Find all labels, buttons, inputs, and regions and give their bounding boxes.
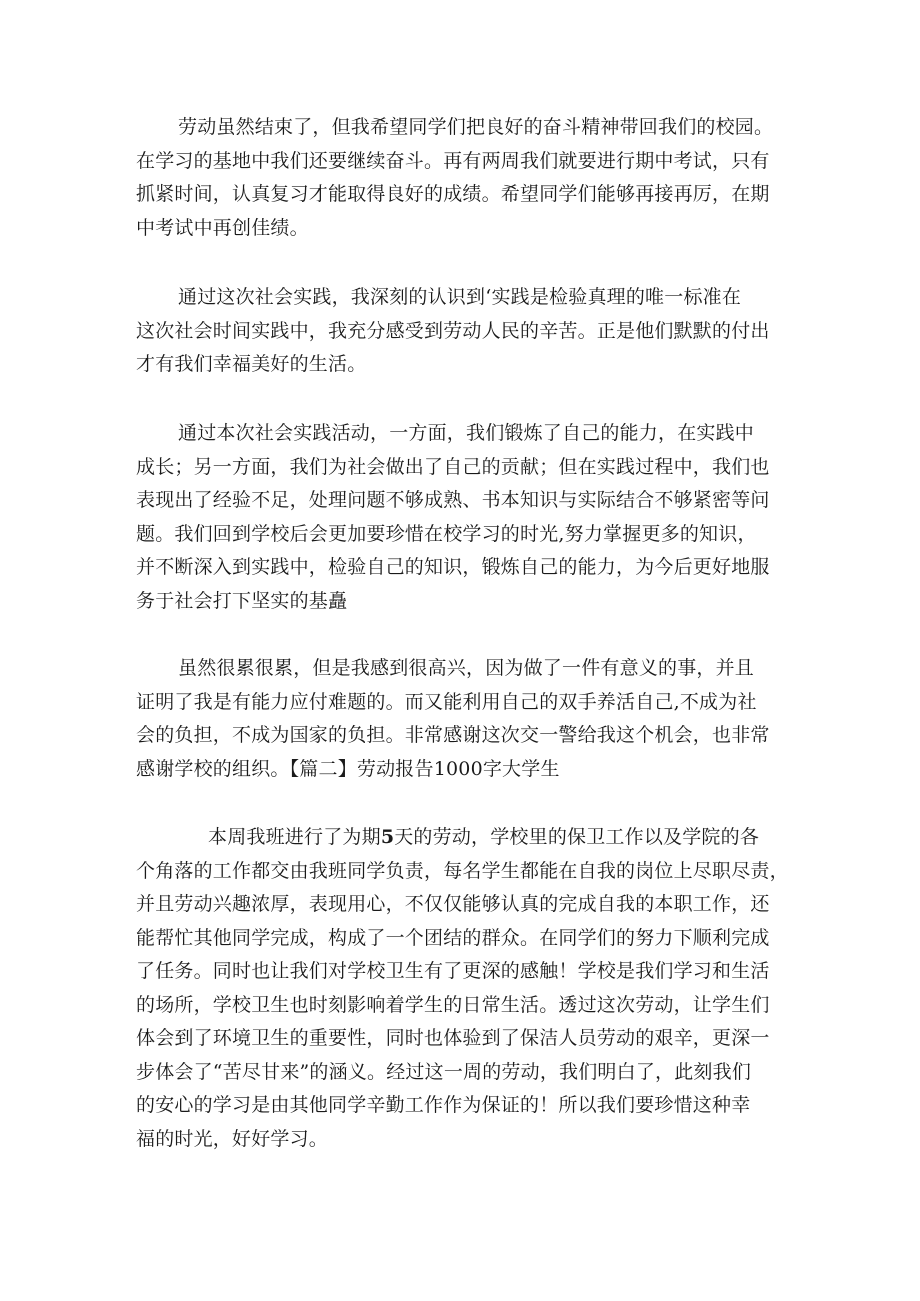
paragraph-5	[136, 821, 796, 1156]
paragraph-2	[136, 281, 796, 382]
paragraph-3	[136, 417, 796, 618]
paragraph-line: 的场所，学校卫生也时刻影响着学生的日常生活。透过这次劳动，让学生们	[136, 993, 770, 1016]
paragraph-text: 本周我班进行了为期	[208, 826, 381, 848]
paragraph-line: 题。我们回到学校后会更加要珍惜在校学习的时光,努力掌握更多的知识，	[136, 522, 757, 545]
paragraph-line: 并且劳动兴趣浓厚，表现用心，不仅仅能够认真的完成自我的本职工作，还	[136, 893, 770, 915]
paragraph-line: 劳动虽然结束了，但我希望同学们把良好的奋斗精神带回我们的校园。	[178, 116, 774, 138]
paragraph-line: 成长；另一方面，我们为社会做出了自己的贡献；但在实践过程中，我们也	[136, 455, 770, 478]
paragraph-1	[136, 111, 796, 245]
paragraph-line: 感谢学校的组织。【篇二】劳动报告1000字大学生	[136, 757, 560, 780]
paragraph-line: 表现出了经验不足，处理问题不够成熟、书本知识与实际结合不够紧密等问	[136, 489, 770, 511]
paragraph-line: 能帮忙其他同学完成，构成了一个团结的群众。在同学们的努力下顺利完成	[136, 926, 770, 949]
paragraph-line: 了任务。同时也让我们对学校卫生有了更深的感触！学校是我们学习和生活	[136, 960, 770, 982]
paragraph-line: 并不断深入到实践中，检验自己的知识，锻炼自己的能力，为今后更好地服	[136, 556, 770, 578]
paragraph-line: 中考试中再创佳绩。	[136, 216, 309, 239]
paragraph-4	[136, 652, 796, 786]
day-count: 5	[380, 826, 395, 848]
paragraph-line: 证明了我是有能力应付难题的。而又能利用自己的双手养活自己,不成为社	[136, 690, 757, 713]
paragraph-line: 虽然很累很累，但是我感到很高兴，因为做了一件有意义的事，并且	[178, 657, 755, 679]
paragraph-line: 务于社会打下坚实的基矗	[136, 589, 348, 612]
paragraph-line: 福的时光，好好学习。	[136, 1127, 329, 1150]
paragraph-line: 体会到了环境卫生的重要性，同时也体验到了保洁人员劳动的艰辛，更深一	[136, 1027, 770, 1049]
paragraph-line: 在学习的基地中我们还要继续奋斗。再有两周我们就要进行期中考试，只有	[136, 149, 770, 172]
paragraph-text: 天的劳动，学校里的保卫工作以及学院的各	[394, 826, 760, 848]
paragraph-line: 抓紧时间，认真复习才能取得良好的成绩。希望同学们能够再接再厉，在期	[136, 183, 770, 205]
paragraph-line: 的安心的学习是由其他同学辛勤工作作为保证的！所以我们要珍惜这种幸	[136, 1094, 751, 1116]
paragraph-line: 通过本次社会实践活动，一方面，我们锻炼了自己的能力，在实践中	[178, 422, 755, 444]
paragraph-line: 通过这次社会实践，我深刻的认识到‘实践是检验真理的唯一标准在	[178, 286, 742, 308]
paragraph-line: 这次社会时间实践中，我充分感受到劳动人民的辛苦。正是他们默默的付出	[136, 319, 770, 342]
paragraph-line: 会的负担，不成为国家的负担。非常感谢这次交一警给我这个机会，也非常	[136, 724, 770, 746]
paragraph-line: 才有我们幸福美好的生活。	[136, 353, 367, 375]
paragraph-line: 步体会了“苦尽甘来”的涵义。经过这一周的劳动，我们明白了，此刻我们	[136, 1060, 752, 1083]
paragraph-line	[136, 821, 796, 855]
paragraph-line: 个角落的工作都交由我班同学负责，每名学生都能在自我的岗位上尽职尽责，	[136, 859, 789, 882]
